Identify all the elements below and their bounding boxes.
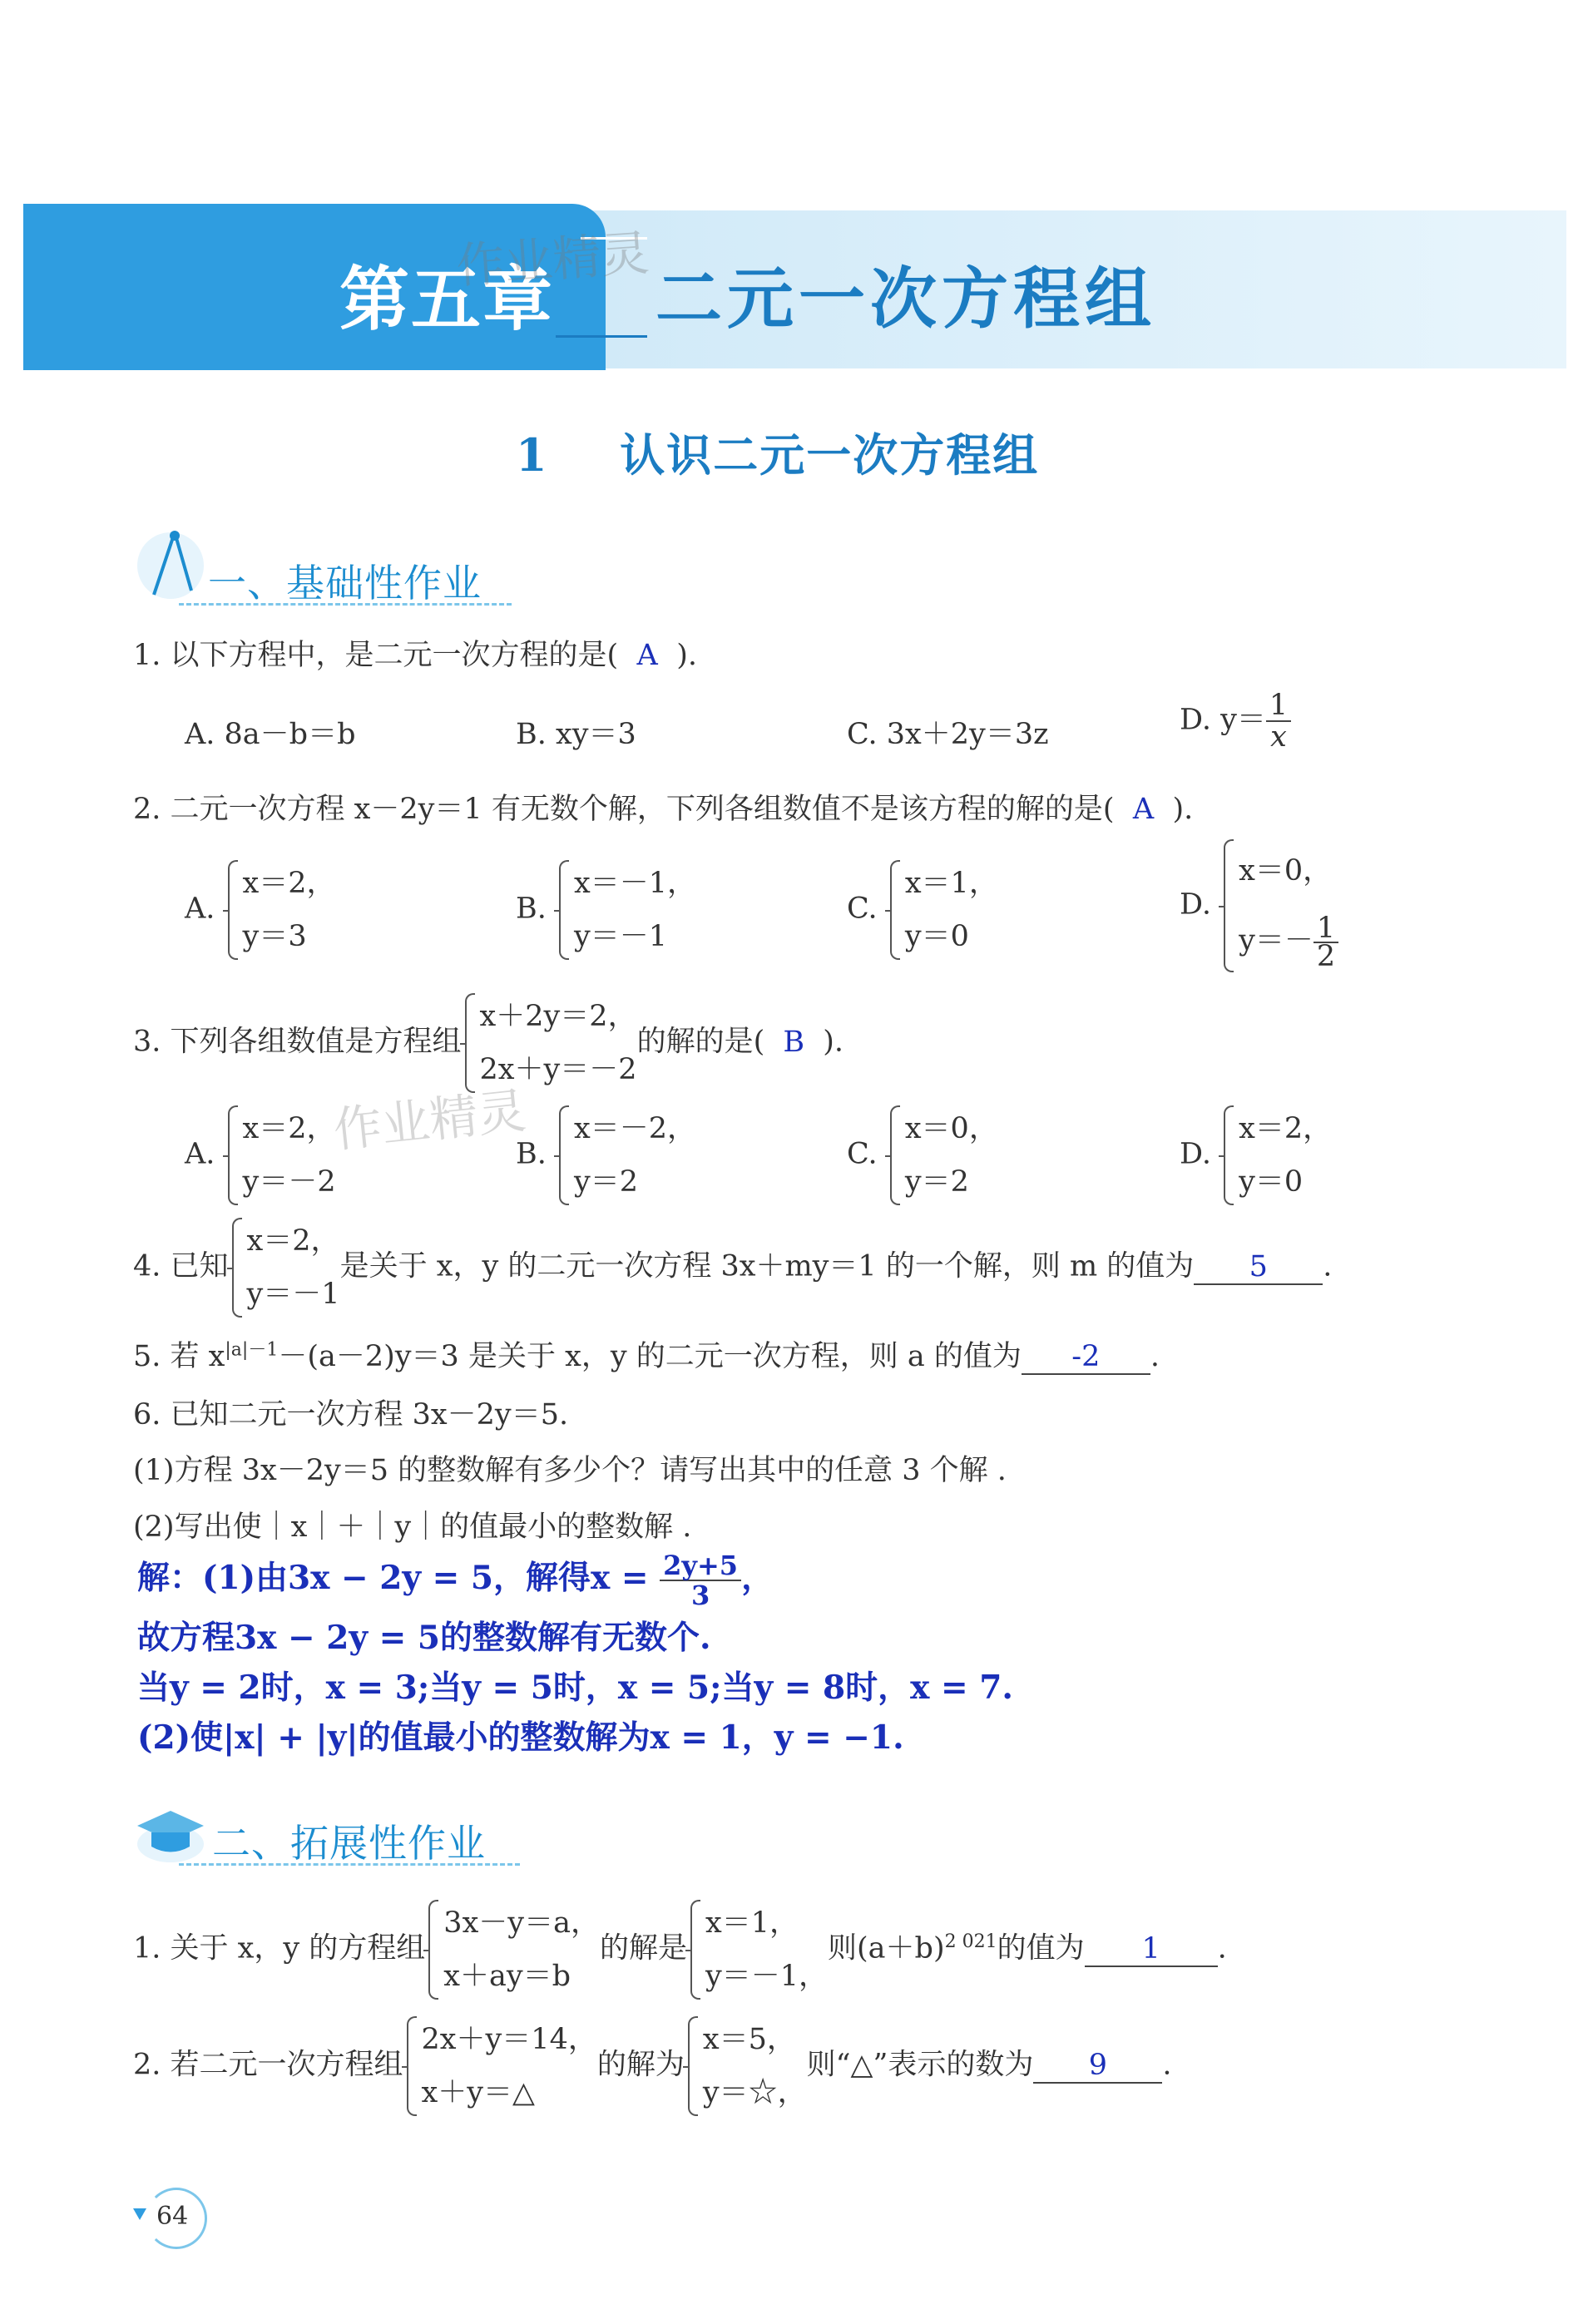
q2-option-d: D. x＝0， y＝－ $\frac{1}{2}$ xyxy=(1180,836,1338,976)
question-3: 3. 下列各组数值是方程组 x＋2y＝2， 2x＋y＝－2 的解的是( B ). xyxy=(133,990,843,1096)
chapter-title: 二元一次方程组 xyxy=(656,260,1156,338)
question-4: 4. 已知 x＝2， y＝－1 是关于 x，y 的二元一次方程 3x＋my＝1 的一个解，则 m 的值为 5 . xyxy=(133,1214,1332,1321)
page-number: 64 xyxy=(156,2202,189,2231)
q6-solution-line-1: 解：(1)由3x − 2y = 5，解得x = $\frac{2y+5}{3}$ ， xyxy=(137,1550,774,1611)
chapter-banner xyxy=(23,204,1566,370)
q3-option-d: D. x＝2， y＝0 xyxy=(1180,1102,1332,1209)
question-6-part-1: (1)方程 3x－2y＝5 的整数解有多少个？请写出其中的任意 3 个解 . xyxy=(133,1454,1007,1487)
q3-option-b: B. x＝－2， y＝2 xyxy=(516,1102,696,1209)
question-2: 2. 二元一次方程 x－2y＝1 有无数个解，下列各组数值不是该方程的解的是( A ). xyxy=(133,793,1194,826)
circuit-line-bottom xyxy=(556,335,647,338)
graduation-cap-icon xyxy=(133,1801,208,1867)
chapter-label: 第五章 xyxy=(339,258,555,340)
question-6-part-2: (2)写出使｜x｜＋｜y｜的值最小的整数解 . xyxy=(133,1511,692,1544)
q4-answer-blank: 5 xyxy=(1194,1250,1323,1285)
section-underline-basic xyxy=(179,603,512,606)
extended-question-2: 2. 若二元一次方程组 2x＋y＝14， x＋y＝△ 的解为 x＝5， y＝☆， 则“△”表示的数为 9 . xyxy=(133,2013,1172,2119)
section-title-extended: 二、拓展性作业 xyxy=(212,1821,486,1866)
q1-option-b: B. xy＝3 xyxy=(516,718,636,751)
q2-option-b: B. x＝－1， y＝－1 xyxy=(516,857,696,963)
extended-question-1: 1. 关于 x，y 的方程组 3x－y＝a， x＋ay＝b 的解是 x＝1， y＝－1， 则$(a+b)^{2 021}$的值为 1 . xyxy=(133,1896,1227,2003)
q1-option-d: D. y＝ $\frac{1}{x}$ xyxy=(1180,690,1291,752)
section-title-basic: 一、基础性作业 xyxy=(208,561,482,606)
page-number-arrow-icon xyxy=(133,2208,146,2220)
watermark: 作业精灵 xyxy=(454,224,651,294)
q2-answer: A xyxy=(1132,793,1155,826)
question-6: 6. 已知二元一次方程 3x－2y＝5. xyxy=(133,1398,569,1431)
question-5: 5. 若 $x^{|a|-1}-(a-2)y=3$ 是关于 x，y 的二元一次方程，则 a 的值为 -2 . xyxy=(133,1339,1160,1373)
lesson-text: 认识二元一次方程组 xyxy=(620,428,1040,482)
lesson-title xyxy=(516,420,1039,484)
q6-solution-line-2: 故方程3x − 2y = 5的整数解有无数个. xyxy=(137,1619,711,1657)
q1-answer: A xyxy=(636,639,658,672)
q3-answer: B xyxy=(783,1025,805,1059)
q6-solution-line-3: 当y = 2时，x = 3;当y = 5时，x = 5;当y = 8时，x = 7. xyxy=(137,1669,1013,1707)
q2-option-a: A. x＝2， y＝3 xyxy=(185,857,336,963)
q5-answer-blank: -2 xyxy=(1022,1340,1150,1375)
q1-option-c: C. 3x＋2y＝3z xyxy=(847,718,1049,751)
section-underline-extended xyxy=(179,1863,520,1866)
e2-answer-blank: 9 xyxy=(1033,2049,1162,2084)
question-1: 1. 以下方程中，是二元一次方程的是( A ). xyxy=(133,639,697,672)
q6-solution-line-4: (2)使|x| + |y|的值最小的整数解为x = 1，y = −1. xyxy=(137,1718,904,1757)
compass-icon xyxy=(129,524,208,603)
q3-option-c: C. x＝0， y＝2 xyxy=(847,1102,998,1209)
e1-answer-blank: 1 xyxy=(1085,1932,1218,1967)
lesson-number: 1 xyxy=(516,428,547,482)
watermark-mid: 作业精灵 xyxy=(330,1082,529,1159)
q3-option-a: A. x＝2， y＝－2 xyxy=(185,1102,336,1209)
q2-option-c: C. x＝1， y＝0 xyxy=(847,857,998,963)
q1-option-a: A. 8a－b＝b xyxy=(185,718,356,751)
